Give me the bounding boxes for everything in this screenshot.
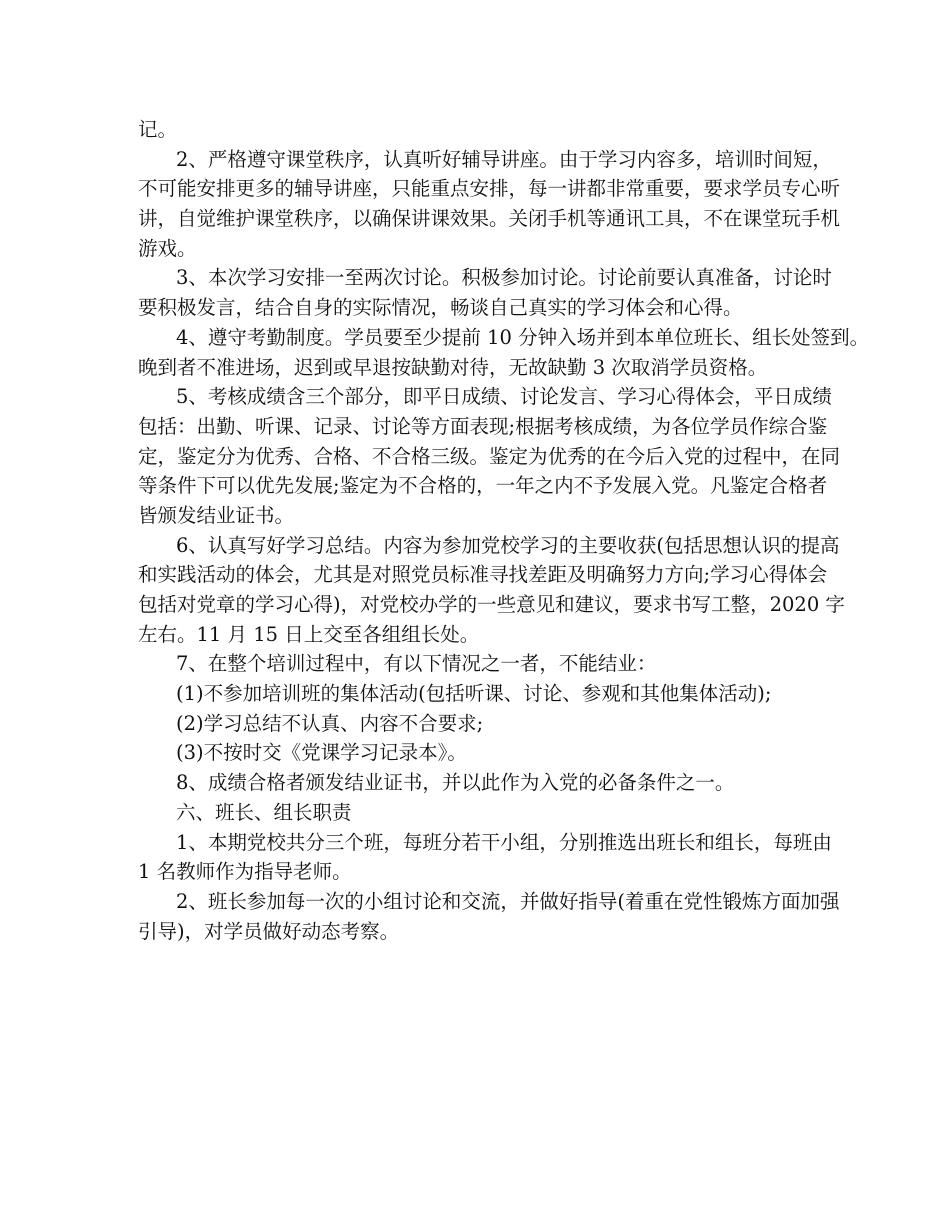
text-line: 和实践活动的体会，尤其是对照党员标准寻找差距及明确努力方向;学习心得体会 [138,563,828,587]
text-line: 4、遵守考勤制度。学员要至少提前 10 分钟入场并到本单位班长、组长处签到。 [176,325,870,349]
text-line: 晚到者不准进场，迟到或早退按缺勤对待，无故缺勤 3 次取消学员资格。 [138,355,768,379]
text-line: 7、在整个培训过程中，有以下情况之一者，不能结业： [176,652,657,676]
text-line: 要积极发言，结合自身的实际情况，畅谈自己真实的学习体会和心得。 [138,296,743,320]
paragraph [138,768,818,798]
text-line: 等条件下可以优先发展;鉴定为不合格的，一年之内不予发展入党。凡鉴定合格者 [138,474,828,498]
paragraph [138,115,818,145]
text-line: 六、班长、组长职责 [176,800,352,824]
paragraph [138,263,832,322]
paragraph [138,382,841,530]
text-line: 定，鉴定分为优秀、合格、不合格三级。鉴定为优秀的在今后入党的过程中，在同 [138,444,841,468]
paragraph [138,145,841,264]
text-line: 引导)，对学员做好动态考察。 [138,919,400,943]
text-line: 5、考核成绩含三个部分，即平日成绩、讨论发言、学习心得体会，平日成绩 [176,385,832,409]
text-line: 包括：出勤、听课、记录、讨论等方面表现;根据考核成绩，为各位学员作综合鉴 [138,414,828,438]
text-line: 讲，自觉维护课堂秩序，以确保讲课效果。关闭手机等通讯工具，不在课堂玩手机 [138,207,841,231]
text-line: 左右。11 月 15 日上交至各组组长处。 [138,622,480,646]
text-line: 2、严格遵守课堂秩序，认真听好辅导讲座。由于学习内容多，培训时间短， [176,147,832,171]
text-line: (1)不参加培训班的集体活动(包括听课、讨论、参观和其他集体活动); [176,682,772,706]
paragraph [138,679,818,709]
text-line: 包括对党章的学习心得)，对党校办学的一些意见和建议，要求书写工整，2020 字 [138,593,845,616]
paragraph [138,738,818,768]
text-line: 3、本次学习安排一至两次讨论。积极参加讨论。讨论前要认真准备，讨论时 [176,266,832,290]
paragraph [138,649,818,679]
paragraph [138,887,840,946]
text-line: (3)不按时交《党课学习记录本》。 [176,741,467,765]
paragraph [138,798,818,828]
text-line: 记。 [138,118,178,141]
paragraph [138,323,870,382]
text-line: 8、成绩合格者颁发结业证书，并以此作为入党的必备条件之一。 [176,771,735,795]
paragraph [138,709,818,739]
text-line: 皆颁发结业证书。 [138,503,295,527]
text-line: 游戏。 [138,236,197,260]
text-line: 1、本期党校共分三个班，每班分若干小组，分别推选出班长和组长，每班由 [176,830,832,854]
text-line: 1 名教师作为指导老师。 [138,860,352,884]
text-line: 6、认真写好学习总结。内容为参加党校学习的主要收获(包括思想认识的提高 [176,533,840,557]
text-line: 不可能安排更多的辅导讲座，只能重点安排，每一讲都非常重要，要求学员专心听 [138,177,841,201]
text-line: 2、班长参加每一次的小组讨论和交流，并做好指导(着重在党性锻炼方面加强 [176,889,840,913]
document-body [138,115,870,946]
paragraph [138,531,845,650]
text-line: (2)学习总结不认真、内容不合要求; [176,711,484,735]
paragraph [138,828,832,887]
